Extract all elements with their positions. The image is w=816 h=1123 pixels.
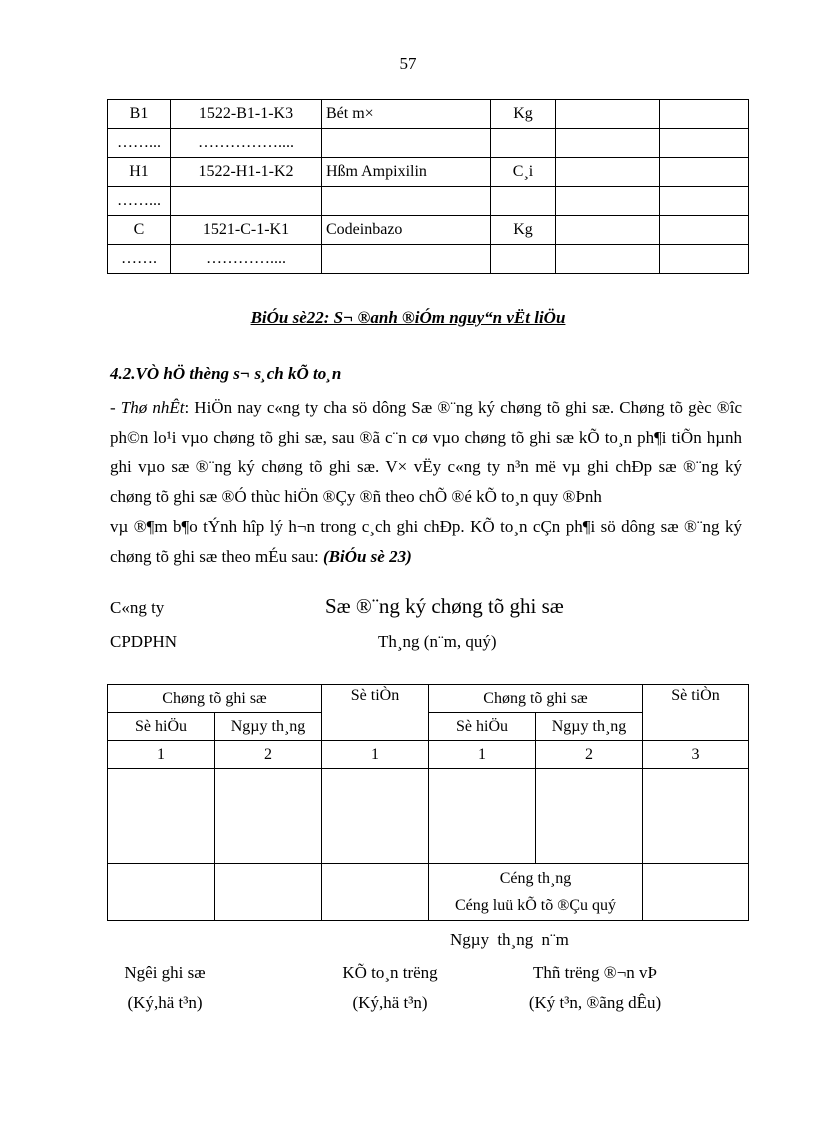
section-heading: 4.2.VÒ hÖ thèng s¬ s¸ch kÕ to¸n: [110, 364, 342, 383]
signature-note: (Ký,hä t³n): [352, 993, 428, 1012]
entry-cell: [536, 769, 643, 864]
signature-role: Thñ trëng ®¬n vÞ: [532, 963, 658, 982]
table-cell: [322, 129, 491, 158]
ledger-table: [107, 684, 749, 921]
table-cell: Bét m×: [322, 100, 491, 129]
table-cell: [660, 216, 749, 245]
body-paragraph: [110, 393, 742, 571]
table-cell: Codeinbazo: [322, 216, 491, 245]
table-cell: [660, 100, 749, 129]
table-cell: 1521-C-1-K1: [171, 216, 322, 245]
table-cell: [556, 158, 660, 187]
table-row: [108, 158, 749, 187]
totals-label: [429, 864, 643, 921]
table-cell: [556, 245, 660, 274]
date-line: Ngµy th¸ng n¨m: [450, 930, 569, 949]
entry-cell: [429, 769, 536, 864]
amount-header-right: Sè tiÒn: [643, 685, 749, 741]
table-cell: H1: [108, 158, 171, 187]
table-cell: ……………....: [171, 129, 322, 158]
table-cell: …………....: [171, 245, 322, 274]
date-header-right: Ngµy th¸ng: [536, 713, 643, 741]
company-code: CPDPHN: [110, 632, 178, 651]
table-cell: [491, 129, 556, 158]
table-row: [108, 245, 749, 274]
materials-code-table: [107, 99, 749, 274]
table-cell: [491, 187, 556, 216]
amount-header-left: Sè tiÒn: [322, 685, 429, 741]
table-cell: B1: [108, 100, 171, 129]
entry-cell: [322, 769, 429, 864]
form-reference: (BiÓu sè 23): [322, 546, 412, 566]
table-cell: 1522-H1-1-K2: [171, 158, 322, 187]
group-header-right: Chøng tõ ghi sæ: [429, 685, 643, 713]
table-cell: 1522-B1-1-K3: [171, 100, 322, 129]
signature-recorder: [105, 958, 225, 1018]
signature-note: (Ký t³n, ®ãng dÊu): [528, 993, 662, 1012]
table-cell: [322, 245, 491, 274]
signature-note: (Ký,hä t³n): [127, 993, 203, 1012]
signature-unit-head: [500, 958, 690, 1018]
index-cell: 2: [215, 741, 322, 769]
table-cell: [660, 129, 749, 158]
table-cell: Hßm Ampixilin: [322, 158, 491, 187]
paragraph-line-1: - Thø nhÊt: HiÖn nay c«ng ty cha sö dông Sæ ®¨ng ký chøng tõ ghi sæ. Chøng tõ gèc ®îc ph©n lo¹i vµo chøng tõ ghi sæ, sau ®ã c¨n cø vµo chøng tõ ghi sæ kÕ to¸n ph¶i tiÕn hµnh ghi vµo sæ ®¨ng ký chøng tõ ghi sæ. V× vËy c«ng ty n³n më vµ ghi chÐp sæ ®¨ng ký chøng tõ ghi sæ ®Ó thùc hiÖn ®Çy ®ñ theo chÕ ®é kÕ to¸n quy ®Þnh: [110, 398, 742, 507]
entry-cell: [108, 769, 215, 864]
total-quarter-label: Céng luü kÕ tõ ®Çu quý: [454, 897, 617, 914]
index-cell: 1: [108, 741, 215, 769]
signature-role: KÕ to¸n trëng: [342, 963, 438, 982]
number-header-right: Sè hiÖu: [429, 713, 536, 741]
table-cell: Kg: [491, 216, 556, 245]
table-cell: …….: [108, 245, 171, 274]
index-cell: 3: [643, 741, 749, 769]
table-row: [108, 100, 749, 129]
table-caption: BiÓu sè22: S¬ ®anh ®iÓm nguy“n vËt liÖu: [250, 308, 566, 327]
table-cell: Kg: [491, 100, 556, 129]
table-cell: [556, 187, 660, 216]
date-header-left: Ngµy th¸ng: [215, 713, 322, 741]
table-row: [108, 187, 749, 216]
signature-role: Ngêi ghi sæ: [124, 963, 206, 982]
signature-chief-accountant: [320, 958, 460, 1018]
entry-cell: [215, 769, 322, 864]
table-row: [108, 129, 749, 158]
number-header-left: Sè hiÖu: [108, 713, 215, 741]
entry-cell: [643, 769, 749, 864]
table-cell: [556, 129, 660, 158]
index-cell: 2: [536, 741, 643, 769]
form-period: Th¸ng (n¨m, quý): [378, 632, 497, 651]
index-cell: 1: [322, 741, 429, 769]
page-number: 57: [399, 54, 417, 73]
table-cell: [660, 245, 749, 274]
group-header-left: Chøng tõ ghi sæ: [108, 685, 322, 713]
paragraph-line-2: vµ ®¶m b¶o tÝnh hîp lý h¬n trong c¸ch ghi chÐp. KÕ to¸n cÇn ph¶i sö dông sæ ®¨ng ký chøng tõ ghi sæ theo mÉu sau: (BiÓu sè 23): [110, 516, 742, 566]
company-name: C«ng ty: [110, 598, 165, 617]
entry-row: [108, 769, 749, 864]
table-row: [108, 216, 749, 245]
form-title: Sæ ®¨ng ký chøng tõ ghi sæ: [325, 594, 564, 618]
table-cell: [491, 245, 556, 274]
table-cell: C: [108, 216, 171, 245]
table-cell: [660, 187, 749, 216]
table-cell: [556, 100, 660, 129]
paragraph-lead: Thø nhÊt: [120, 398, 185, 417]
index-cell: 1: [429, 741, 536, 769]
totals-row: [108, 864, 749, 921]
total-month-label: Céng th¸ng: [499, 870, 572, 887]
table-cell: [660, 158, 749, 187]
totals-cell: [643, 864, 749, 921]
index-row: [108, 741, 749, 769]
table-cell: [322, 187, 491, 216]
totals-cell: [108, 864, 215, 921]
table-cell: ……...: [108, 129, 171, 158]
table-cell: C¸i: [491, 158, 556, 187]
table-cell: ……...: [108, 187, 171, 216]
table-cell: [556, 216, 660, 245]
totals-cell: [215, 864, 322, 921]
table-cell: [171, 187, 322, 216]
totals-cell: [322, 864, 429, 921]
